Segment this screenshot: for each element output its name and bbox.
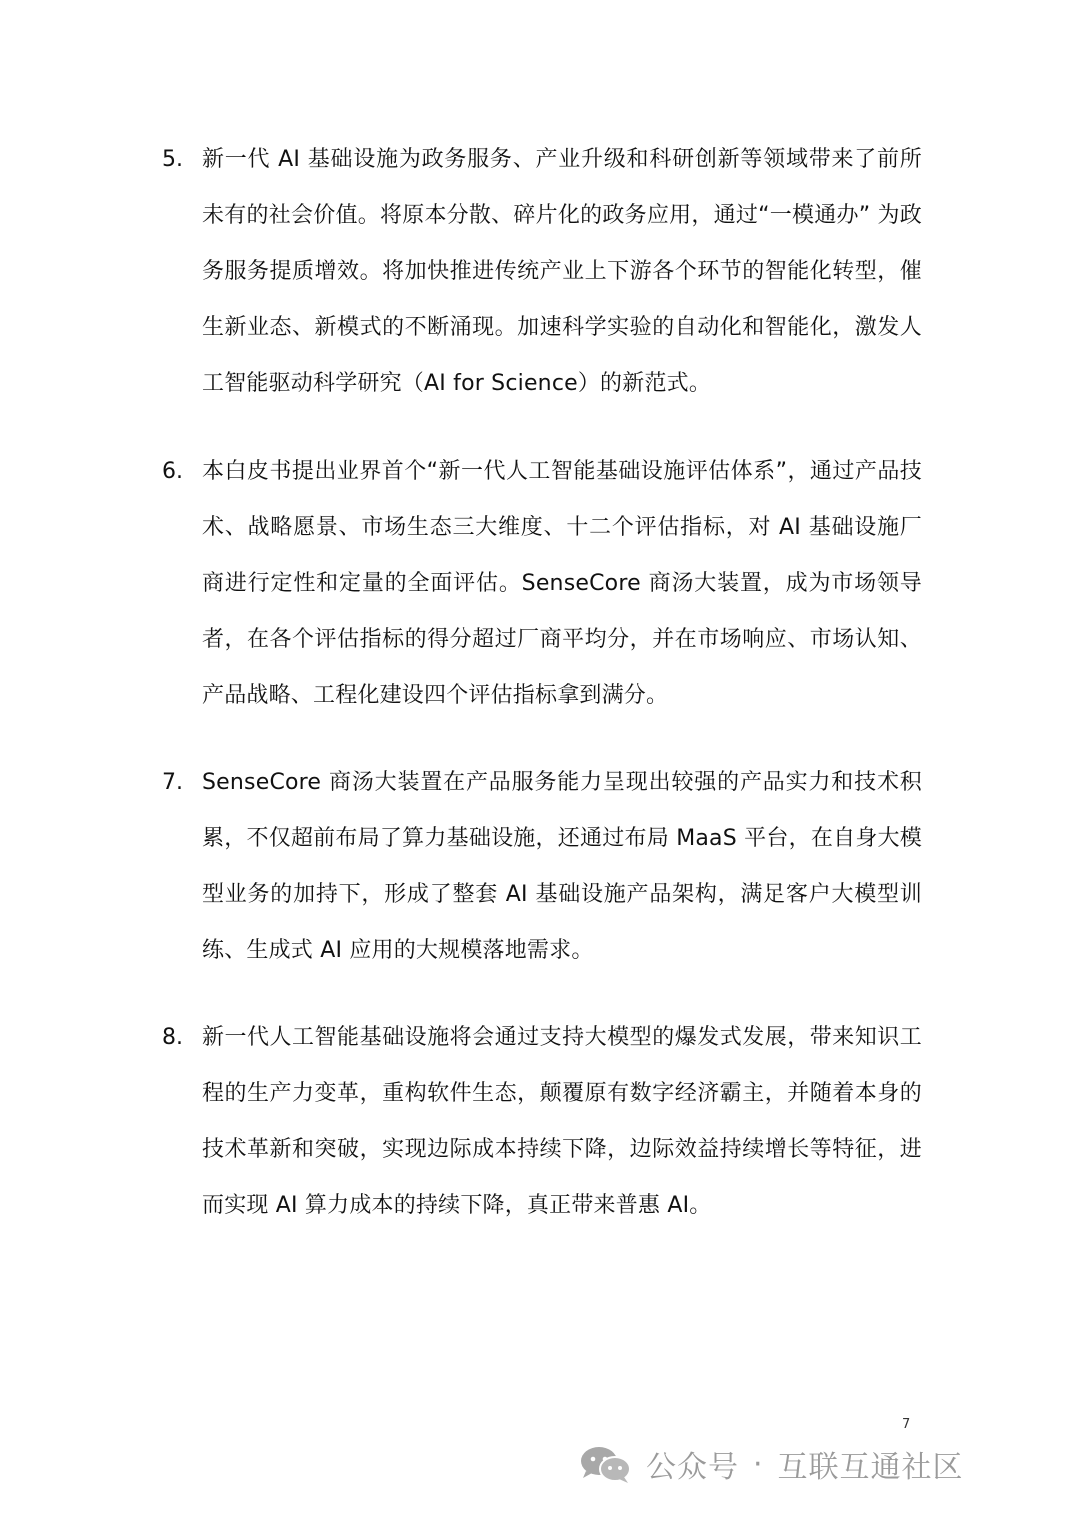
list-item-text: 新一代人工智能基础设施将会通过支持大模型的爆发式发展，带来知识工程的生产力变革，重构软件生态，颠覆原有数字经济霸主，并随着本身的技术革新和突破，实现边际成本持续下降，边际效益持续增长等特征，进而实现 AI 算力成本的持续下降，真正带来普惠 AI。 <box>202 1025 922 1218</box>
watermark-account: 互联互通社区 <box>777 1450 964 1485</box>
list-item <box>162 444 922 724</box>
list-item-text: 新一代 AI 基础设施为政务服务、产业升级和科研创新等领域带来了前所未有的社会价值。将原本分散、碎片化的政务应用，通过“一模通办” 为政务服务提质增效。将加快推进传统产业上下游各个环节的智能化转型，催生新业态、新模式的不断涌现。加速科学实验的自动化和智能化，激发人工智能驱动科学研究（AI for Science）的新范式。 <box>202 147 922 396</box>
list-item-text: SenseCore 商汤大装置在产品服务能力呈现出较强的产品实力和技术积累，不仅超前布局了算力基础设施，还通过布局 MaaS 平台，在自身大模型业务的加持下，形成了整套 AI 基础设施产品架构，满足客户大模型训练、生成式 AI 应用的大规模落地需求。 <box>202 770 922 963</box>
list-item-text: 本白皮书提出业界首个“新一代人工智能基础设施评估体系”，通过产品技术、战略愿景、市场生态三大维度、十二个评估指标，对 AI 基础设施厂商进行定性和定量的全面评估。SenseCore 商汤大装置，成为市场领导者，在各个评估指标的得分超过厂商平均分，并在市场响应、市场认知、产品战略、工程化建设四个评估指标拿到满分。 <box>202 459 922 708</box>
page-number: 7 <box>902 1417 911 1432</box>
watermark-separator: · <box>753 1446 764 1482</box>
list-item <box>162 132 922 412</box>
list-item-number: 8. <box>162 1025 183 1050</box>
list-item <box>162 755 922 979</box>
list-item <box>162 1010 922 1234</box>
list-item-number: 7. <box>162 770 183 795</box>
watermark <box>578 1442 964 1486</box>
list-item-number: 5. <box>162 147 183 172</box>
wechat-icon <box>578 1444 634 1484</box>
watermark-label: 公众号 <box>646 1450 739 1485</box>
list-item-number: 6. <box>162 459 183 484</box>
